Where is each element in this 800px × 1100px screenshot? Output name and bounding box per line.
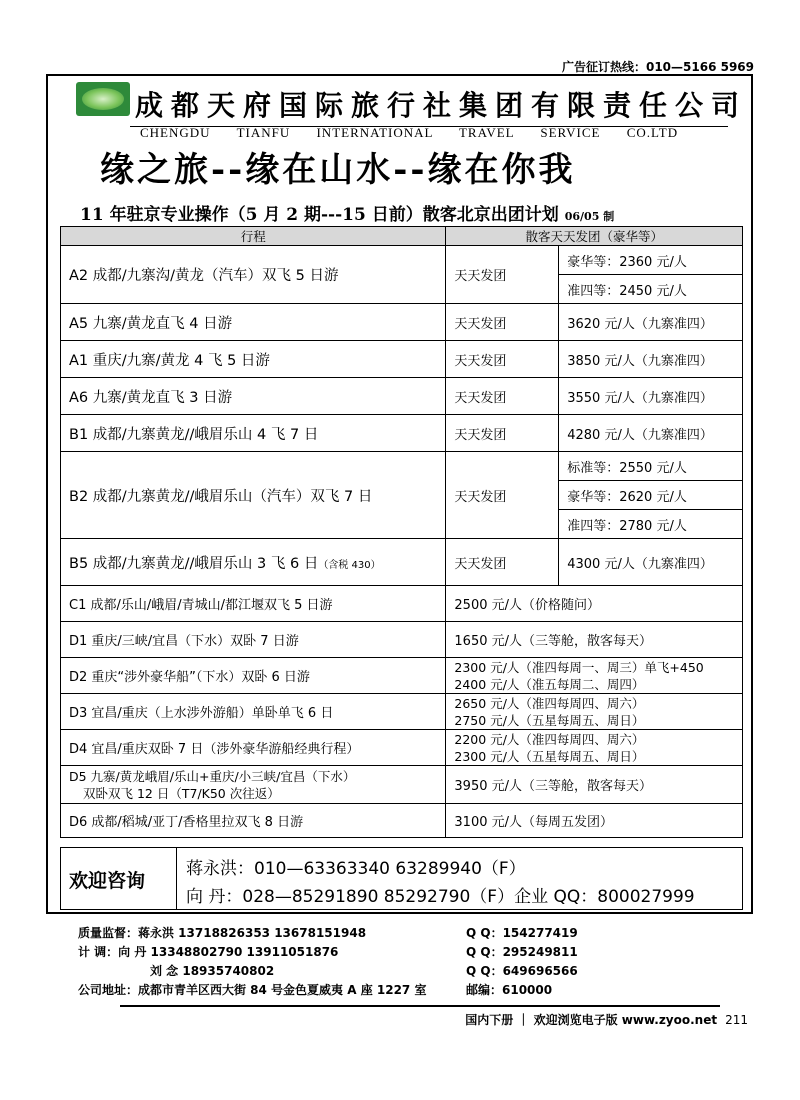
table-row [61, 539, 743, 586]
freq-cell: 天天发团 [446, 378, 559, 415]
table-row [61, 452, 743, 481]
footer-links: 国内下册 ｜ 欢迎浏览电子版 www.zyoo.net [465, 1013, 718, 1027]
route-cell: D1 重庆/三峡/宜昌（下水）双卧 7 日游 [61, 622, 446, 658]
price-cell: 3620 元/人（九寨准四） [559, 304, 743, 341]
freq-cell: 天天发团 [446, 539, 559, 586]
footer-address: 公司地址：成都市青羊区西大街 84 号金色夏威夷 A 座 1227 室 [78, 983, 427, 997]
table-row [61, 622, 743, 658]
table-row [61, 804, 743, 838]
company-logo [76, 82, 130, 116]
route-cell: C1 成都/乐山/峨眉/青城山/都江堰双飞 5 日游 [61, 586, 446, 622]
price-cell: 4280 元/人（九寨准四） [559, 415, 743, 452]
price-cell: 4300 元/人（九寨准四） [559, 539, 743, 586]
route-cell: A5 九寨/黄龙直飞 4 日游 [61, 304, 446, 341]
route-cell: D6 成都/稻城/亚丁/香格里拉双飞 8 日游 [61, 804, 446, 838]
price-cell: 3950 元/人（三等舱，散客每天） [446, 766, 743, 804]
route-cell: B2 成都/九寨黄龙//峨眉乐山（汽车）双飞 7 日 [61, 452, 446, 539]
price-cell: 准四等：2450 元/人 [559, 275, 743, 304]
route-cell: A6 九寨/黄龙直飞 3 日游 [61, 378, 446, 415]
route-cell: B1 成都/九寨黄龙//峨眉乐山 4 飞 7 日 [61, 415, 446, 452]
table-row [61, 586, 743, 622]
plan-date: 06/05 制 [564, 210, 615, 223]
route-cell: A1 重庆/九寨/黄龙 4 飞 5 日游 [61, 341, 446, 378]
footer-qq-3: Q Q：649696566 [466, 964, 578, 978]
price-cell: 2200 元/人（准四每周四、周六） 2300 元/人（五星每周五、周日） [446, 730, 743, 766]
route-cell: B5 成都/九寨黄龙//峨眉乐山 3 飞 6 日（含税 430） [61, 539, 446, 586]
price-cell: 豪华等：2360 元/人 [559, 246, 743, 275]
company-name-en: CHENGDU TIANFU INTERNATIONAL TRAVEL SERVICE CO.LTD [140, 125, 679, 140]
col-price-header: 散客天天发团（豪华等） [446, 227, 743, 246]
footer-dispatch-2: 刘 念 18935740802 [150, 964, 275, 978]
footer-zip: 邮编：610000 [466, 983, 553, 997]
price-cell: 标准等：2550 元/人 [559, 452, 743, 481]
footer-qq-2: Q Q：295249811 [466, 945, 578, 959]
freq-cell: 天天发团 [446, 341, 559, 378]
route-cell: D5 九寨/黄龙峨眉/乐山+重庆/小三峡/宜昌（下水） 双卧双飞 12 日（T7/K50 次往返） [61, 766, 446, 804]
table-row [61, 766, 743, 804]
price-cell: 2300 元/人（准四每周一、周三）单飞+450 2400 元/人（准五每周二、周四） [446, 658, 743, 694]
tour-table [60, 226, 743, 838]
plan-subtitle: 11 年驻京专业操作（5 月 2 期---15 日前）散客北京出团计划 06/05 制 [80, 205, 615, 225]
route-cell: D3 宜昌/重庆（上水涉外游船）单卧单飞 6 日 [61, 694, 446, 730]
contact-line-2: 向 丹：028—85291890 85292790（F）企业 QQ：800027999 [186, 887, 695, 907]
contact-box [60, 847, 743, 910]
table-row [61, 341, 743, 378]
table-row [61, 694, 743, 730]
route-cell: A2 成都/九寨沟/黄龙（汽车）双飞 5 日游 [61, 246, 446, 304]
route-cell: D4 宜昌/重庆双卧 7 日（涉外豪华游船经典行程） [61, 730, 446, 766]
table-row [61, 415, 743, 452]
table-row [61, 730, 743, 766]
footer-qq-1: Q Q：154277419 [466, 926, 578, 940]
freq-cell: 天天发团 [446, 452, 559, 539]
contact-line-1: 蒋永洪：010—63363340 63289940（F） [186, 859, 526, 879]
col-route-header: 行程 [61, 227, 446, 246]
table-row [61, 246, 743, 275]
welcome-label: 欢迎咨询 [69, 870, 146, 892]
tax-note: （含税 430） [318, 559, 381, 571]
price-cell: 3550 元/人（九寨准四） [559, 378, 743, 415]
table-row [61, 378, 743, 415]
company-name-cn: 成都天府国际旅行社集团有限责任公司 [135, 89, 748, 122]
ad-hotline: 广告征订热线：010—5166 5969 [561, 60, 754, 74]
price-cell: 准四等：2780 元/人 [559, 510, 743, 539]
table-row [61, 658, 743, 694]
freq-cell: 天天发团 [446, 304, 559, 341]
freq-cell: 天天发团 [446, 415, 559, 452]
price-cell: 1650 元/人（三等舱，散客每天） [446, 622, 743, 658]
price-cell: 2650 元/人（准四每周四、周六） 2750 元/人（五星每周五、周日） [446, 694, 743, 730]
freq-cell: 天天发团 [446, 246, 559, 304]
footer-supervision: 质量监督：蒋永洪 13718826353 13678151948 [78, 926, 367, 940]
route-cell: D2 重庆“涉外豪华船”（下水）双卧 6 日游 [61, 658, 446, 694]
footer-dispatch: 计 调：向 丹 13348802790 13911051876 [78, 945, 339, 959]
price-cell: 2500 元/人（价格随问） [446, 586, 743, 622]
price-cell: 豪华等：2620 元/人 [559, 481, 743, 510]
page-number: 211 [725, 1013, 748, 1027]
table-header [61, 227, 743, 246]
slogan: 缘之旅--缘在山水--缘在你我 [100, 150, 576, 190]
table-row [61, 304, 743, 341]
price-cell: 3100 元/人（每周五发团） [446, 804, 743, 838]
price-cell: 3850 元/人（九寨准四） [559, 341, 743, 378]
